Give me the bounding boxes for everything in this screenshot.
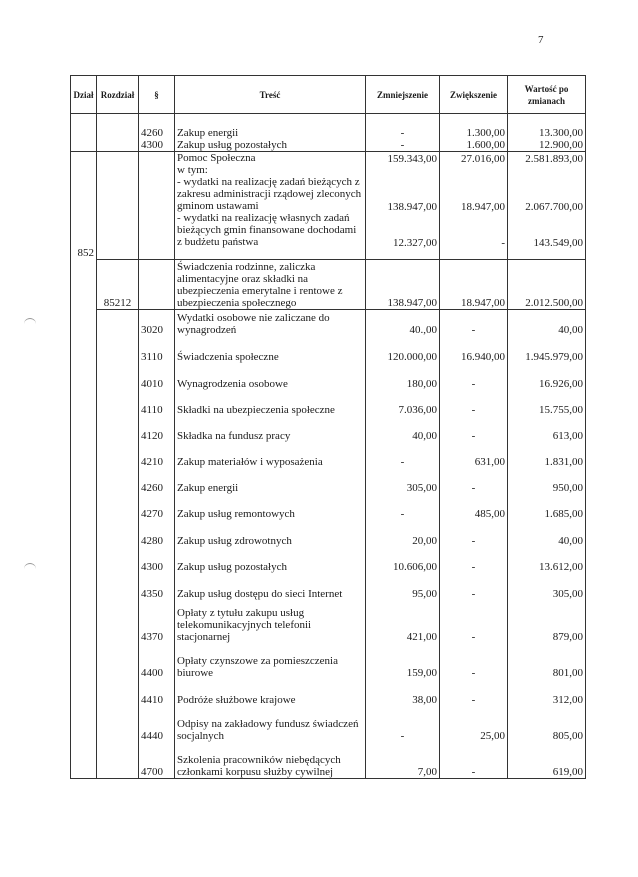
table-row [71, 114, 586, 139]
paragraf-cell [139, 259, 175, 309]
rozdzial-cell [97, 573, 139, 600]
table-row [71, 259, 586, 309]
table-row [71, 679, 586, 706]
zwiekszenie-cell: 18.947,00 [440, 259, 508, 309]
wartosc-cell: 12.900,00 [508, 139, 586, 152]
table-row [71, 390, 586, 416]
rozdzial-cell [97, 706, 139, 742]
header-tresc: Treść [175, 76, 366, 114]
paragraf-cell: 4300 [139, 139, 175, 152]
dzial-cell [71, 706, 97, 742]
zmniejszenie-cell: - [366, 139, 440, 152]
tresc-cell: Zakup usług remontowych [175, 494, 366, 520]
zmniejszenie-cell: 38,00 [366, 679, 440, 706]
zmniejszenie-cell: 159.343,00 138.947,00 12.327,00 [366, 151, 440, 259]
dzial-cell [71, 114, 97, 139]
rozdzial-cell [97, 494, 139, 520]
paragraf-cell: 3020 [139, 309, 175, 336]
dzial-cell [71, 573, 97, 600]
rozdzial-cell [97, 547, 139, 573]
rozdzial-cell [97, 468, 139, 494]
rozdzial-cell [97, 679, 139, 706]
rozdzial-cell [97, 309, 139, 336]
paragraf-cell: 4440 [139, 706, 175, 742]
wartosc-cell: 1.685,00 [508, 494, 586, 520]
table-row [71, 139, 586, 152]
dzial-cell [71, 679, 97, 706]
table-row [71, 468, 586, 494]
wartosc-cell: 619,00 [508, 742, 586, 778]
rozdzial-cell [97, 643, 139, 679]
wartosc-cell: 16.926,00 [508, 363, 586, 390]
wartosc-cell: 1.945.979,00 [508, 336, 586, 363]
dzial-cell [71, 643, 97, 679]
table-row [71, 363, 586, 390]
paragraf-cell: 3110 [139, 336, 175, 363]
zmniejszenie-cell: - [366, 494, 440, 520]
wartosc-cell: 305,00 [508, 573, 586, 600]
zmniejszenie-cell: - [366, 114, 440, 139]
table-row [71, 520, 586, 547]
wartosc-cell: 879,00 [508, 600, 586, 643]
tresc-cell: Wynagrodzenia osobowe [175, 363, 366, 390]
zmniejszenie-cell: 10.606,00 [366, 547, 440, 573]
rozdzial-cell [97, 600, 139, 643]
zwiekszenie-cell: - [440, 390, 508, 416]
wartosc-cell: 801,00 [508, 643, 586, 679]
paragraf-cell: 4350 [139, 573, 175, 600]
rozdzial-cell [97, 139, 139, 152]
table-row [71, 151, 586, 259]
zwiekszenie-cell: - [440, 363, 508, 390]
dzial-cell: 852 [71, 151, 97, 259]
zmniejszenie-cell: 305,00 [366, 468, 440, 494]
zwiekszenie-cell: - [440, 573, 508, 600]
budget-changes-table [70, 75, 586, 779]
rozdzial-cell [97, 363, 139, 390]
zmniejszenie-cell: 95,00 [366, 573, 440, 600]
tresc-cell: Zakup usług dostępu do sieci Internet [175, 573, 366, 600]
zwiekszenie-cell: - [440, 468, 508, 494]
zwiekszenie-cell: 27.016,00 18.947,00 - [440, 151, 508, 259]
header-rozdzial: Rozdział [97, 76, 139, 114]
header-wartosc: Wartość po zmianach [508, 76, 586, 114]
zwiekszenie-cell: - [440, 742, 508, 778]
table-row [71, 573, 586, 600]
zwiekszenie-cell: 25,00 [440, 706, 508, 742]
rozdzial-cell: 85212 [97, 259, 139, 309]
zwiekszenie-cell: - [440, 520, 508, 547]
dzial-cell [71, 520, 97, 547]
paragraf-cell: 4260 [139, 114, 175, 139]
wartosc-cell: 805,00 [508, 706, 586, 742]
zwiekszenie-cell: - [440, 679, 508, 706]
rozdzial-cell [97, 520, 139, 547]
wartosc-cell: 15.755,00 [508, 390, 586, 416]
wartosc-cell: 40,00 [508, 520, 586, 547]
zmniejszenie-cell: 138.947,00 [366, 259, 440, 309]
dzial-cell [71, 742, 97, 778]
wartosc-cell: 13.612,00 [508, 547, 586, 573]
table-row [71, 547, 586, 573]
table-row [71, 742, 586, 778]
table-row [71, 643, 586, 679]
zmniejszenie-cell: 7.036,00 [366, 390, 440, 416]
tresc-cell: Składka na fundusz pracy [175, 416, 366, 442]
paragraf-cell: 4280 [139, 520, 175, 547]
page-edge-mark [24, 318, 36, 327]
table-row [71, 442, 586, 468]
paragraf-cell: 4410 [139, 679, 175, 706]
tresc-cell: Świadczenia społeczne [175, 336, 366, 363]
rozdzial-cell [97, 442, 139, 468]
tresc-cell: Szkolenia pracowników niebędących członkami korpusu służby cywilnej [175, 742, 366, 778]
zmniejszenie-cell: 421,00 [366, 600, 440, 643]
paragraf-cell: 4700 [139, 742, 175, 778]
zmniejszenie-cell: 20,00 [366, 520, 440, 547]
header-dzial: Dział [71, 76, 97, 114]
dzial-cell [71, 259, 97, 309]
tresc-cell: Opłaty czynszowe za pomieszczenia biurowe [175, 643, 366, 679]
tresc-cell: Zakup energii [175, 114, 366, 139]
zwiekszenie-cell: - [440, 309, 508, 336]
dzial-cell [71, 600, 97, 643]
table-body [71, 114, 586, 779]
zmniejszenie-cell: 180,00 [366, 363, 440, 390]
zmniejszenie-cell: 40,00 [366, 416, 440, 442]
wartosc-cell: 40,00 [508, 309, 586, 336]
tresc-cell: Wydatki osobowe nie zaliczane do wynagrodzeń [175, 309, 366, 336]
header-zmniejszenie: Zmniejszenie [366, 76, 440, 114]
wartosc-cell: 613,00 [508, 416, 586, 442]
table-row [71, 309, 586, 336]
zwiekszenie-cell: - [440, 547, 508, 573]
zwiekszenie-cell: - [440, 643, 508, 679]
rozdzial-cell [97, 114, 139, 139]
table-row [71, 494, 586, 520]
dzial-cell [71, 336, 97, 363]
tresc-cell: Odpisy na zakładowy fundusz świadczeń socjalnych [175, 706, 366, 742]
dzial-cell [71, 309, 97, 336]
zwiekszenie-cell: 631,00 [440, 442, 508, 468]
table-row [71, 416, 586, 442]
wartosc-cell: 1.831,00 [508, 442, 586, 468]
wartosc-cell: 2.581.893,00 2.067.700,00 143.549,00 [508, 151, 586, 259]
tresc-cell: Zakup energii [175, 468, 366, 494]
tresc-cell: Zakup usług pozostałych [175, 547, 366, 573]
paragraf-cell [139, 151, 175, 259]
tresc-cell: Opłaty z tytułu zakupu usług telekomunikacyjnych telefonii stacjonarnej [175, 600, 366, 643]
tresc-cell: Pomoc Społeczna w tym: - wydatki na realizację zadań bieżących z zakresu administracji rządowej zleconych gminom ustawami - wydatki na realizację własnych zadań bieżących gmin finansowane dochodami z budżetu państwa [175, 151, 366, 259]
table-row [71, 706, 586, 742]
paragraf-cell: 4120 [139, 416, 175, 442]
dzial-cell [71, 416, 97, 442]
header-zwiekszenie: Zwiększenie [440, 76, 508, 114]
table-row [71, 600, 586, 643]
rozdzial-cell [97, 416, 139, 442]
dzial-cell [71, 363, 97, 390]
paragraf-cell: 4370 [139, 600, 175, 643]
dzial-cell [71, 390, 97, 416]
header-paragraf: § [139, 76, 175, 114]
rozdzial-cell [97, 336, 139, 363]
wartosc-cell: 2.012.500,00 [508, 259, 586, 309]
dzial-cell [71, 139, 97, 152]
zwiekszenie-cell: - [440, 416, 508, 442]
zmniejszenie-cell: - [366, 706, 440, 742]
rozdzial-cell [97, 390, 139, 416]
rozdzial-cell [97, 742, 139, 778]
tresc-cell: Podróże służbowe krajowe [175, 679, 366, 706]
rozdzial-cell [97, 151, 139, 259]
zmniejszenie-cell: - [366, 442, 440, 468]
paragraf-cell: 4010 [139, 363, 175, 390]
paragraf-cell: 4400 [139, 643, 175, 679]
tresc-cell: Świadczenia rodzinne, zaliczka alimentacyjne oraz składki na ubezpieczenia emerytalne i rentowe z ubezpieczenia społecznego [175, 259, 366, 309]
wartosc-cell: 13.300,00 [508, 114, 586, 139]
wartosc-cell: 312,00 [508, 679, 586, 706]
paragraf-cell: 4260 [139, 468, 175, 494]
tresc-cell: Składki na ubezpieczenia społeczne [175, 390, 366, 416]
zwiekszenie-cell: 1.600,00 [440, 139, 508, 152]
wartosc-cell: 950,00 [508, 468, 586, 494]
paragraf-cell: 4110 [139, 390, 175, 416]
paragraf-cell: 4270 [139, 494, 175, 520]
tresc-cell: Zakup usług pozostałych [175, 139, 366, 152]
zwiekszenie-cell: 485,00 [440, 494, 508, 520]
page-number: 7 [538, 34, 544, 46]
tresc-cell: Zakup usług zdrowotnych [175, 520, 366, 547]
dzial-cell [71, 547, 97, 573]
dzial-cell [71, 494, 97, 520]
tresc-cell: Zakup materiałów i wyposażenia [175, 442, 366, 468]
paragraf-cell: 4300 [139, 547, 175, 573]
table-row [71, 336, 586, 363]
zwiekszenie-cell: 1.300,00 [440, 114, 508, 139]
zmniejszenie-cell: 7,00 [366, 742, 440, 778]
zwiekszenie-cell: - [440, 600, 508, 643]
page-edge-mark [24, 563, 36, 572]
dzial-cell [71, 442, 97, 468]
zmniejszenie-cell: 120.000,00 [366, 336, 440, 363]
zmniejszenie-cell: 40.,00 [366, 309, 440, 336]
zmniejszenie-cell: 159,00 [366, 643, 440, 679]
paragraf-cell: 4210 [139, 442, 175, 468]
dzial-cell [71, 468, 97, 494]
zwiekszenie-cell: 16.940,00 [440, 336, 508, 363]
table-header-row [71, 76, 586, 114]
